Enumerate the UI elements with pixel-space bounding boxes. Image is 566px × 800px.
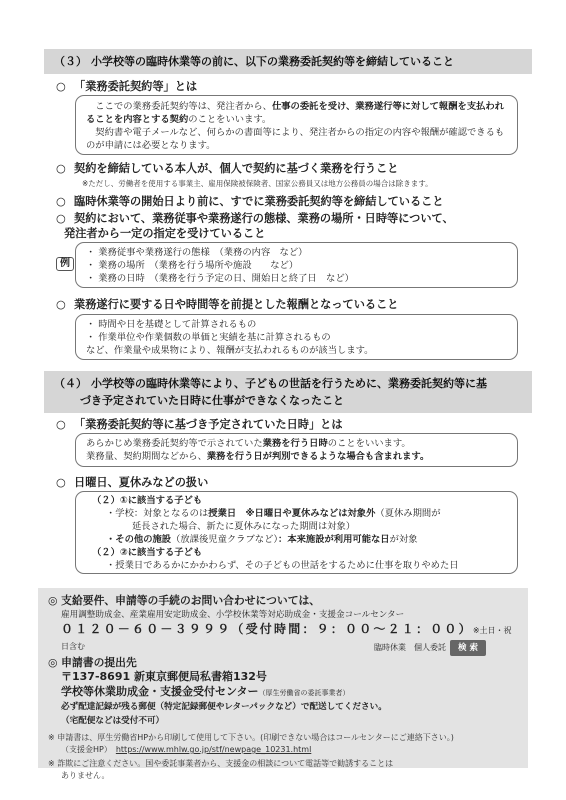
item3-5-heading: ○ 業務遂行に要する日や時間等を前提とした報酬となっていること	[56, 298, 399, 311]
item3-4-heading: ○ 契約において、業務従事や業務遂行の態様、業務の場所・日時等について、	[56, 212, 454, 225]
support-hp-link[interactable]: https://www.mhlw.go.jp/stf/newpage_10231.html	[115, 745, 312, 754]
section4-number: （４）	[54, 377, 87, 390]
holiday-box	[75, 491, 518, 574]
definition-box	[75, 95, 518, 155]
item4-2-heading: ○ 日曜日、夏休みなどの扱い	[56, 476, 209, 489]
form-note-link: （支援金HP） https://www.mhlw.go.jp/stf/newpage_10231.html	[61, 745, 312, 754]
call-center-name: 雇用調整助成金、産業雇用安定助成金、小学校休業等対応助成金・支援金コールセンター	[61, 610, 405, 620]
mail-instruction: 必ず配達記録が残る郵便（特定記録郵便やレターパックなど）で配送してください。	[61, 702, 387, 712]
circle-bullet-icon: ○	[56, 298, 66, 311]
section4-header	[44, 371, 532, 413]
item3-3-heading: ○ 臨時休業等の開始日より前に、すでに業務委託契約等を締結していること	[56, 195, 444, 208]
remuneration-item: ・ 作業単位や作業個数の単価と実績を基に計算されるもの	[86, 332, 331, 343]
contact-panel	[38, 588, 528, 780]
remuneration-box	[75, 314, 518, 360]
holiday-heading-2: （２）②に該当する子ども	[92, 547, 203, 558]
call-center-phone: ０１２０－６０－３９９９（受付時間：９：００〜２１：００）※土日・祝日含む	[61, 622, 512, 651]
submission-title: ◎ 申請書の提出先	[48, 656, 137, 669]
example-item: ・ 業務従事や業務遂行の態様 （業務の内容 など）	[86, 247, 308, 258]
section3-header	[44, 49, 532, 74]
inquiry-title: ◎ 支給要件、申請等の手続のお問い合わせについては、	[48, 594, 321, 607]
section4-title-line1: 小学校等の臨時休業等により、子どもの世話を行うために、業務委託契約等に基	[91, 377, 487, 390]
example-box	[75, 242, 518, 288]
section3-number: （３）	[54, 55, 87, 68]
item3-1-heading: ○ 「業務委託契約等」とは	[56, 80, 198, 93]
definition-paragraph-1: ここでの業務委託契約等は、発注者から、仕事の委託を受け、業務遂行等に対して報酬を支払われることを内容とする契約のことをいいます。	[86, 101, 505, 125]
remuneration-item: ・ 時間や日を基礎として計算されるもの	[86, 319, 257, 330]
holiday-facility-row: ・その他の施設（放課後児童クラブなど）：本来施設が利用可能な日が対象	[106, 534, 418, 545]
search-widget	[374, 640, 486, 656]
circle-bullet-icon: ○	[56, 212, 66, 225]
circle-bullet-icon: ○	[56, 195, 66, 208]
holiday-school-row: ・学校：対象となるのは授業日 ※日曜日や夏休みなどは対象外（夏休み期間が	[106, 508, 441, 519]
section3-title: 小学校等の臨時休業等の前に、以下の業務委託契約等を締結していること	[91, 55, 454, 68]
item3-2-note: ※ただし、労働者を使用する事業主、雇用保険被保険者、国家公務員又は地方公務員の場合は除きます。	[82, 179, 433, 188]
example-item: ・ 業務の場所 （業務を行う場所や施設 など）	[86, 260, 299, 271]
item4-1-heading: ○ 「業務委託契約等に基づき予定されていた日時」とは	[56, 418, 343, 431]
item3-2-heading: ○ 契約を締結している本人が、個人で契約に基づく業務を行うこと	[56, 162, 399, 175]
item3-4-heading-cont: 発注者から一定の指定を受けていること	[64, 227, 266, 240]
circle-bullet-icon: ○	[56, 80, 66, 93]
section4-title-line2: づき予定されていた日時に仕事ができなくなったこと	[80, 394, 344, 407]
mail-note: （宅配便などは受付不可）	[61, 716, 165, 726]
submission-address: 〒137-8691 新東京郵便局私書箱132号	[61, 670, 267, 683]
scheduled-line-2: 業務量、契約期間などから、業務を行う日が判別できるような場合も含まれます。	[86, 451, 430, 462]
circle-bullet-icon: ○	[56, 476, 66, 489]
holiday-heading-1: （２）①に該当する子ども	[92, 495, 203, 506]
scheduled-line-1: あらかじめ業務委託契約等で示されていた業務を行う日時のことをいいます。	[86, 438, 411, 449]
example-label: 例	[56, 257, 74, 271]
circle-bullet-icon: ○	[56, 418, 66, 431]
fraud-note-cont: ありません。	[61, 771, 110, 780]
circle-bullet-icon: ○	[56, 162, 66, 175]
search-button[interactable]: 検 索	[450, 640, 486, 656]
fraud-note: ※ 詐欺にご注意ください。国や委託事業者から、支援金の相談について電話等で勧誘することは	[48, 759, 394, 768]
definition-paragraph-2: 契約書や電子メールなど、何らかの書面等により、発注者からの指定の内容や報酬が確認できるものが申請には必要となります。	[86, 127, 505, 151]
remuneration-tail: など、作業量や成果物により、報酬が支払われるものが該当します。	[86, 345, 374, 356]
holiday-other-row: ・授業日であるかにかかわらず、その子どもの世話をするために仕事を取りやめた日	[106, 560, 459, 571]
example-item: ・ 業務の日時 （業務を行う予定の日、開始日と終了日 など）	[86, 273, 354, 284]
scheduled-time-box	[75, 433, 518, 467]
search-keywords: 臨時休業 個人委託	[374, 643, 447, 652]
submission-center: 学校等休業助成金・支援金受付センター（厚生労働省の委託事業者）	[61, 685, 350, 698]
holiday-school-row-cont: 延長された場合、新たに夏休みになった期間は対象）	[132, 521, 356, 532]
form-note: ※ 申請書は、厚生労働省HPから印刷して使用して下さい。(印刷できない場合はコールセンターにご連絡下さい。)	[48, 733, 454, 742]
